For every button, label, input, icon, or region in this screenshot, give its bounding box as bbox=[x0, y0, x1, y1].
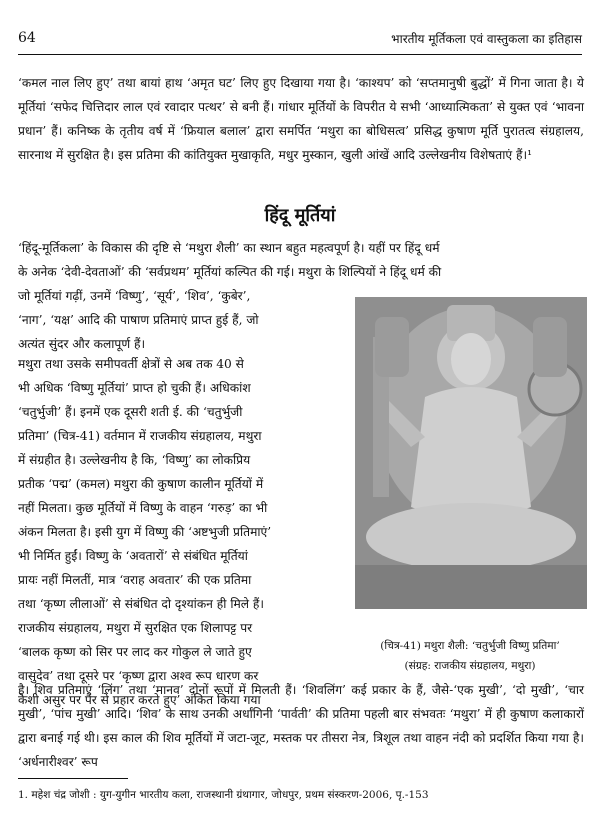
paragraph-4: है। शिव प्रतिमाएं ‘लिंग’ तथा ‘मानव’ दोनों रूपों में मिलती हैं। ‘शिवलिंग’ कई प्रकार के हैं, जैसे-‘एक मुखी’, ‘दो मुखी’, ‘चार मुखी’, ‘पांच मुखी’ आदि। ‘शिव’ के साथ उनकी अर्धांगिनी ‘पार्वती’ की प्रतिमा पहली बार संभवतः ‘मथुरा’ में ही कुषाण कलाकारों द्वारा बनाई गई थी। इस काल की शिव मूर्तियों में जटा-जूट, मस्तक पर तीसरा नेत्र, त्रिशूल तथा वाहन नंदी को प्रदर्शित किया गया है। ‘अर्धनारीश्वर’ रूप bbox=[18, 683, 584, 769]
paragraph-3-line: मथुरा तथा उसके समीपवर्ती क्षेत्रों से अब तक 40 से bbox=[18, 357, 244, 371]
page-header bbox=[18, 30, 582, 52]
paragraph-2-line: अत्यंत सुंदर और कलापूर्ण हैं। bbox=[18, 337, 146, 351]
paragraph-3-line: भी अधिक ‘विष्णु मूर्तियां’ प्राप्त हो चुकी हैं। अधिकांश bbox=[18, 381, 251, 395]
paragraph-3-line: अंकन मिलता है। इसी युग में विष्णु की ‘अष्टभुजी प्रतिमाएं’ bbox=[18, 525, 272, 539]
paragraph-2-line: के अनेक ‘देवी-देवताओं’ की ‘सर्वप्रथम’ मूर्तियां कल्पित की गई। मथुरा के शिल्पियों ने हिंदू धर्म की bbox=[18, 265, 442, 279]
vishnu-sculpture-image bbox=[355, 297, 587, 609]
paragraph-1: ‘कमल नाल लिए हुए’ तथा बायां हाथ ‘अमृत घट’ लिए हुए दिखाया गया है। ‘काश्यप’ को ‘सप्तमानुषी बुद्धों’ में गिना जाता है। ये मूर्तियां ‘सफेद चित्तिदार लाल एवं रवादार पत्थर’ से बनी हैं। गांधार मूर्तियों के विपरीत ये सभी ‘आध्यात्मिकता’ से युक्त एवं ‘भावना प्रधान’ हैं। कनिष्क के तृतीय वर्ष में ‘फ्रियाल बलाल’ द्वारा समर्पित ‘मथुरा का बोधिसत्व’ प्रसिद्ध कुषाण मूर्ति पुरातत्व संग्रहालय, सारनाथ में सुरक्षित है। इस प्रतिमा की कांतियुक्त मुखाकृति, मधुर मुस्कान, खुली आंखें आदि उल्लेखनीय विशेषताएं हैं।¹ bbox=[18, 76, 584, 162]
paragraph-3-line: राजकीय संग्रहालय, मथुरा में सुरक्षित एक शिलापट्ट पर bbox=[18, 621, 253, 635]
paragraph-3-line: ‘बालक कृष्ण को सिर पर लाद कर गोकुल ले जाते हुए bbox=[18, 645, 252, 659]
paragraph-3-line: ‘चतुर्भुजी’ हैं। इनमें एक दूसरी शती ई. की ‘चतुर्भुजी bbox=[18, 405, 243, 419]
paragraph-3-line: में संग्रहीत है। उल्लेखनीय है कि, ‘विष्णु’ का लोकप्रिय bbox=[18, 453, 251, 467]
paragraph-3-line: प्रतीक ‘पद्म’ (कमल) मथुरा की कुषाण कालीन मूर्तियों में bbox=[18, 477, 264, 491]
paragraph-3-line: भी निर्मित हुईं। विष्णु के ‘अवतारों’ से संबंधित मूर्तियां bbox=[18, 549, 248, 563]
paragraph-3-line: तथा ‘कृष्ण लीलाओं’ से संबंधित दो दृश्यांकन ही मिले हैं। bbox=[18, 597, 264, 611]
paragraph-2-line: ‘हिंदू-मूर्तिकला’ के विकास की दृष्टि से ‘मथुरा शैली’ का स्थान बहुत महत्वपूर्ण है। यहीं पर हिंदू धर्म bbox=[18, 241, 440, 255]
paragraph-3-line: वासुदेव’ तथा दूसरे पर ‘कृष्ण द्वारा अश्व रूप धारण कर bbox=[18, 669, 259, 683]
footnote: 1. महेश चंद्र जोशी : युग-युगीन भारतीय कला, राजस्थानी ग्रंथागार, जोधपुर, प्रथम संस्करण-2006, पृ.-153 bbox=[18, 789, 429, 801]
header-rule bbox=[18, 54, 582, 55]
paragraph-3-line: प्रायः नहीं मिलतीं, मात्र ‘वराह अवतार’ की एक प्रतिमा bbox=[18, 573, 252, 587]
figure-caption-title: (चित्र-41) मथुरा शैली: ‘चतुर्भुजी विष्णु प्रतिमा’ bbox=[380, 640, 560, 652]
footnote-rule bbox=[18, 778, 128, 779]
paragraph-3 bbox=[18, 352, 350, 712]
vishnu-sculpture-photo bbox=[355, 297, 587, 609]
page-number: 64 bbox=[18, 30, 36, 46]
paragraph-3-line: केशी असुर पर पैर से प्रहार करते हुए’ अंकित किया गया bbox=[18, 693, 261, 707]
paragraph-3-line: प्रतिमा’ (चित्र-41) वर्तमान में राजकीय संग्रहालय, मथुरा bbox=[18, 429, 262, 443]
section-heading: हिंदू मूर्तियां bbox=[264, 205, 336, 226]
paragraph-2-line: ‘नाग’, ‘यक्ष’ आदि की पाषाण प्रतिमाएं प्राप्त हुई हैं, जो bbox=[18, 313, 259, 327]
figure-caption bbox=[350, 636, 590, 676]
running-title: भारतीय मूर्तिकला एवं वास्तुकला का इतिहास bbox=[391, 32, 582, 46]
paragraph-2-line: जो मूर्तियां गढ़ीं, उनमें ‘विष्णु’, ‘सूर्य’, ‘शिव’, ‘कुबेर’, bbox=[18, 289, 251, 303]
figure-caption-source: (संग्रह: राजकीय संग्रहालय, मथुरा) bbox=[404, 660, 536, 672]
paragraph-3-line: नहीं मिलता। कुछ मूर्तियों में विष्णु के वाहन ‘गरुड़’ का भी bbox=[18, 501, 268, 515]
